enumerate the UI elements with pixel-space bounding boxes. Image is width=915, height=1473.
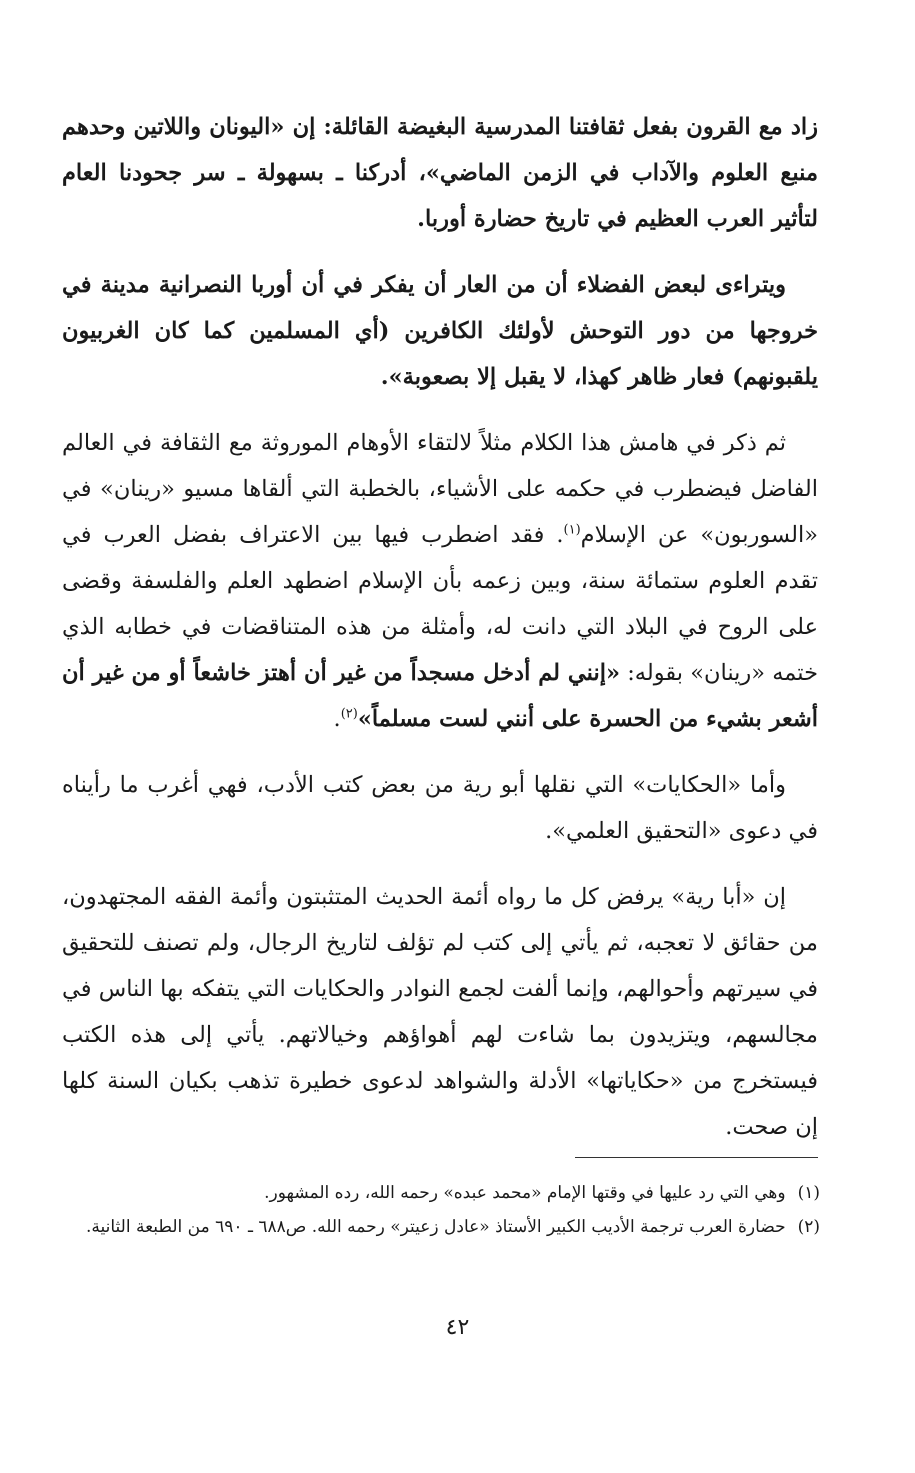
footnote-ref-1: (١) (563, 522, 581, 538)
footnote-2 (80, 1210, 820, 1244)
paragraph-2 (62, 262, 818, 400)
renan-quote: «إنني لم أدخل مسجداً من غير أن أهتز خاشعاً أو من غير أن أشعر بشيء من الحسرة على أنني لست مسلماً» (62, 660, 818, 732)
footnote-1-number: (١) (797, 1183, 820, 1203)
footnote-2-text: حضارة العرب ترجمة الأديب الكبير الأستاذ «عادل زعيتر» رحمه الله. ص٦٨٨ ـ ٦٩٠ من الطبعة الثانية. (85, 1217, 786, 1237)
paragraph-4 (62, 762, 818, 854)
footnote-ref-2: (٢) (340, 706, 358, 722)
paragraph-1 (62, 104, 818, 242)
paragraph-2-bold-text: ويتراءى لبعض الفضلاء أن من العار أن يفكر في أن أوربا النصرانية مدينة في خروجها من دور التوحش لأولئك الكافرين (أي المسلمين كما كان الغربيون يلقبونهم) فعار ظاهر كهذا، لا يقبل إلا بصعوبة». (62, 272, 818, 390)
paragraph-3-text-b: . فقد اضطرب فيها بين الاعتراف بفضل العرب في تقدم العلوم ستمائة سنة، وبين زعمه بأن الإسلام اضطهد العلم والفلسفة وقضى على الروح في البلاد التي دانت له، وأمثلة من هذه المتناقضات في خطابه الذي ختمه «رينان» بقوله: (62, 522, 818, 686)
paragraph-3 (62, 420, 818, 742)
paragraph-3-text-a: ثم ذكر في هامش هذا الكلام مثلاً لالتقاء الأوهام الموروثة مع الثقافة في العالم الفاضل فيضطرب في حكمه على الأشياء، بالخطبة التي ألقاها مسيو «رينان» في «السوربون» عن الإسلام (62, 430, 818, 548)
footnote-separator (575, 1157, 818, 1158)
paragraph-1-bold-text: زاد مع القرون بفعل ثقافتنا المدرسية البغيضة القائلة: إن «اليونان واللاتين وحدهم منبع العلوم والآداب في الزمن الماضي»، أدركنا ـ بسهولة ـ سر جحودنا العام لتأثير العرب العظيم في تاريخ حضارة أوربا. (62, 114, 818, 232)
paragraph-5-text: إن «أبا رية» يرفض كل ما رواه أئمة الحديث المتثبتون وأئمة الفقه المجتهدون، من حقائق لا تعجبه، ثم يأتي إلى كتب لم تؤلف لتاريخ الرجال، ولم تصنف للتحقيق في سيرتهم وأحوالهم، وإنما ألفت لجمع النوادر والحكايات التي يتفكه بها الناس في مجالسهم، ويتزيدون بما شاءت لهم أهواؤهم وخيالاتهم. يأتي إلى هذه الكتب فيستخرج من «حكاياتها» الأدلة والشواهد لدعوى خطيرة تذهب بكيان السنة كلها إن صحت. (62, 884, 818, 1140)
paragraph-4-text: وأما «الحكايات» التي نقلها أبو رية من بعض كتب الأدب، فهي أغرب ما رأيناه في دعوى «التحقيق العلمي». (62, 772, 818, 844)
footnote-2-number: (٢) (797, 1217, 820, 1237)
paragraph-5 (62, 874, 818, 1150)
page-number: ٤٢ (445, 1315, 470, 1340)
footnote-1-text: وهي التي رد عليها في وقتها الإمام «محمد عبده» رحمه الله، رده المشهور. (264, 1183, 786, 1203)
footnotes (80, 1176, 820, 1244)
footnote-1 (80, 1176, 820, 1210)
paragraph-3-text-c: . (333, 706, 341, 732)
main-text (62, 104, 818, 1170)
